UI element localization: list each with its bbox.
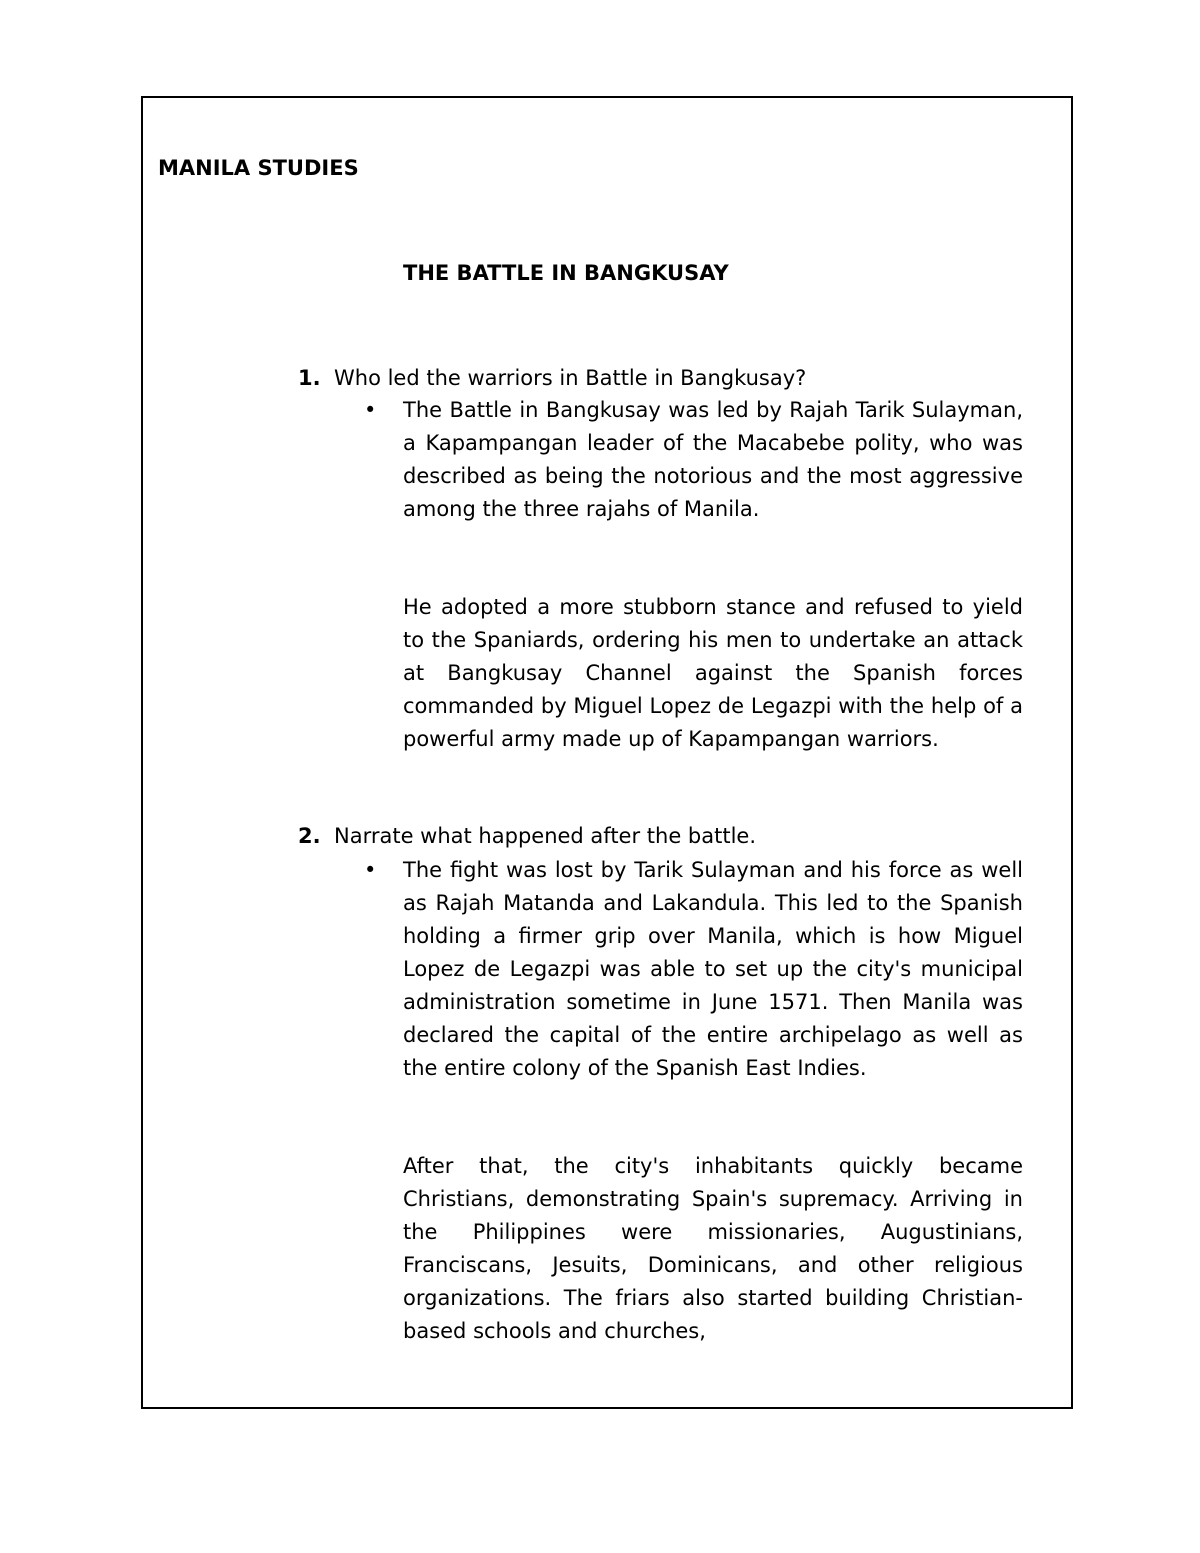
document-title: THE BATTLE IN BANGKUSAY [403,261,729,285]
question-text: Who led the warriors in Battle in Bangkusay? [334,366,807,390]
question-1 [298,363,806,393]
course-title: MANILA STUDIES [158,156,359,180]
question-number: 2. [298,824,321,848]
question-text: Narrate what happened after the battle. [334,824,757,848]
bullet-icon: • [364,398,377,422]
question-2 [298,821,756,851]
answer-paragraph: After that, the city's inhabitants quickly became Christians, demonstrating Spain's supremacy. Arriving in the Philippines were missionaries, Augustinians, Franciscans, Jesuits, Dominicans, and other religious organizations. The friars also started building Christian-based schools and churches, [403,1154,1023,1343]
answer-paragraph: The fight was lost by Tarik Sulayman and his force as well as Rajah Matanda and Lakandula. This led to the Spanish holding a firmer grip over Manila, which is how Miguel Lopez de Legazpi was able to set up the city's municipal administration sometime in June 1571. Then Manila was declared the capital of the entire archipelago as well as the entire colony of the Spanish East Indies. [403,858,1023,1080]
answer-paragraph: The Battle in Bangkusay was led by Rajah Tarik Sulayman, a Kapampangan leader of the Macabebe polity, who was described as being the notorious and the most aggressive among the three rajahs of Manila. [403,398,1023,521]
answer-paragraph: He adopted a more stubborn stance and refused to yield to the Spaniards, ordering his men to undertake an attack at Bangkusay Channel against the Spanish forces commanded by Miguel Lopez de Legazpi with the help of a powerful army made up of Kapampangan warriors. [403,595,1023,751]
bullet-icon: • [364,858,377,882]
question-number: 1. [298,366,321,390]
